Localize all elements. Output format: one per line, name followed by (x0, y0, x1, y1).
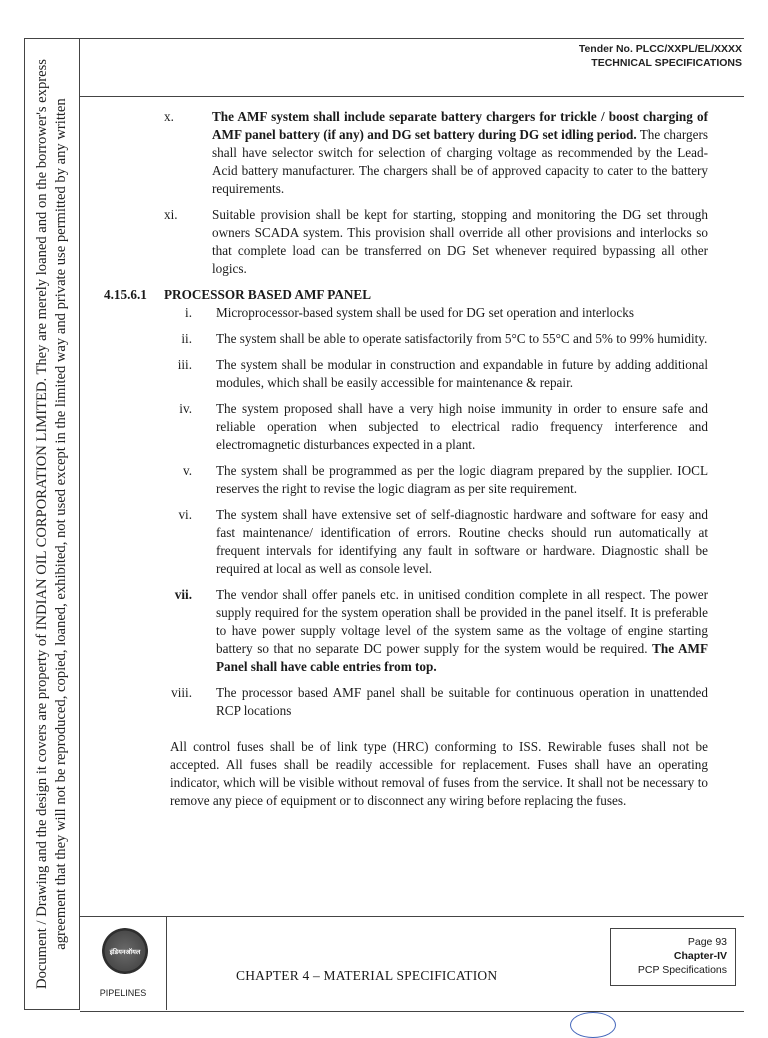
list-item (104, 684, 708, 720)
ink-stamp-icon (570, 1012, 616, 1038)
list-item (104, 462, 708, 498)
item-number: iii. (177, 357, 192, 372)
list-item (104, 356, 708, 392)
chapter-title: CHAPTER 4 – MATERIAL SPECIFICATION (236, 968, 498, 983)
section-label: TECHNICAL SPECIFICATIONS (591, 57, 742, 69)
header-divider (80, 96, 744, 97)
section-heading (104, 286, 708, 304)
item-text: The system shall be programmed as per the logic diagram prepared by the supplier. IOCL reserves the right to revise the logic diagram as per site requirement. (216, 463, 708, 496)
item-number: vii. (174, 587, 192, 602)
chapter-number: Chapter-IV (673, 950, 727, 962)
sidebar-notice-text: Document / Drawing and the design it covers are property of INDIAN OIL CORPORATION LIMITED. They are merely loaned and on the borrower's express agreement that they will not be reproduced, copied, loaned, exhibited, not used except in the limited way and private use permitted by any written (34, 59, 69, 989)
item-text: The system shall be able to operate satisfactorily from 5°C to 55°C and 5% to 99% humidity. (216, 331, 708, 346)
item-text: The chargers shall have selector switch for selection of charging voltage as recommended by the Lead-Acid battery manufacturer. The chargers shall be of approved capacity to cater to the battery requirements. (212, 127, 708, 196)
page-header (579, 42, 742, 70)
list-item (104, 506, 708, 578)
division-label: PIPELINES (99, 988, 147, 998)
item-number: xi. (164, 207, 178, 222)
list-item (104, 400, 708, 454)
page-number: Page 93 (687, 936, 727, 948)
list-item (104, 206, 708, 278)
fuse-paragraph: All control fuses shall be of link type (HRC) conforming to ISS. Rewirable fuses shall not be accepted. All fuses shall be readily accessible for replacement. Fuses shall have an operating indicator, which will be visible without removal of fuses from the service. It shall not be necessary to remove any piece of equipment or to disconnect any wiring before replacing the fuses. (170, 739, 708, 808)
item-text: The vendor shall offer panels etc. in unitised condition complete in all respect. The power supply required for the system operation shall be provided in the panel itself. It is preferable to have power supply voltage level of the system same as the voltage of engine starting battery so that no separate DC power supply for the system would be required. (216, 587, 708, 656)
section-number: 4.15.6.1 (104, 287, 147, 302)
spec-label: PCP Specifications (637, 964, 727, 976)
item-number: ii. (181, 331, 192, 346)
item-text: Suitable provision shall be kept for starting, stopping and monitoring the DG set through owners SCADA system. This provision shall override all other provisions and interlocks so that complete load can be transferred on DG Set whenever required bypassing all other logics. (212, 207, 708, 276)
item-text: The system shall be modular in construction and expandable in future by adding additional modules, which shall be easily accessible for maintenance & repair. (216, 357, 708, 390)
list-item (104, 304, 708, 322)
item-number: iv. (179, 401, 192, 416)
footer-logo-cell (80, 916, 167, 1010)
sidebar-notice-box (24, 38, 80, 1010)
item-number: v. (182, 463, 192, 478)
tender-number: Tender No. PLCC/XXPL/EL/XXXX (578, 43, 742, 55)
item-number: x. (164, 109, 174, 124)
section-title: PROCESSOR BASED AMF PANEL (164, 287, 371, 302)
item-number: viii. (171, 685, 192, 700)
item-text: The processor based AMF panel shall be suitable for continuous operation in unattended RCP locations (216, 685, 708, 718)
logo-text: इंडियनऑयल (109, 947, 141, 956)
item-bold-text: The AMF Panel shall have cable entries from top. (216, 641, 709, 674)
item-text: The system proposed shall have a very high noise immunity in order to ensure safe and reliable operation when subjected to electrical radio frequency interference and electromagnetic disturbances expected in a plant. (216, 401, 708, 452)
main-content (104, 108, 708, 810)
list-item (104, 330, 708, 348)
item-bold-text: The AMF system shall include separate battery chargers for trickle / boost charging of AMF panel battery (if any) and DG set battery during DG set idling period. (212, 109, 708, 142)
item-text: The system shall have extensive set of self-diagnostic hardware and software for easy and fast maintenance/ identification of errors. Routine checks should run automatically at frequent intervals for identifying any fault in software or hardware. Diagnostic shall be required at local as well as console level. (216, 507, 708, 576)
item-number: i. (185, 305, 192, 320)
footer-divider (80, 916, 744, 917)
item-number: vi. (178, 507, 192, 522)
item-text: Microprocessor-based system shall be used for DG set operation and interlocks (216, 305, 634, 320)
page-info-box (610, 928, 736, 986)
indianoil-logo-icon (102, 928, 148, 974)
list-item (104, 586, 708, 676)
list-item (104, 108, 708, 198)
